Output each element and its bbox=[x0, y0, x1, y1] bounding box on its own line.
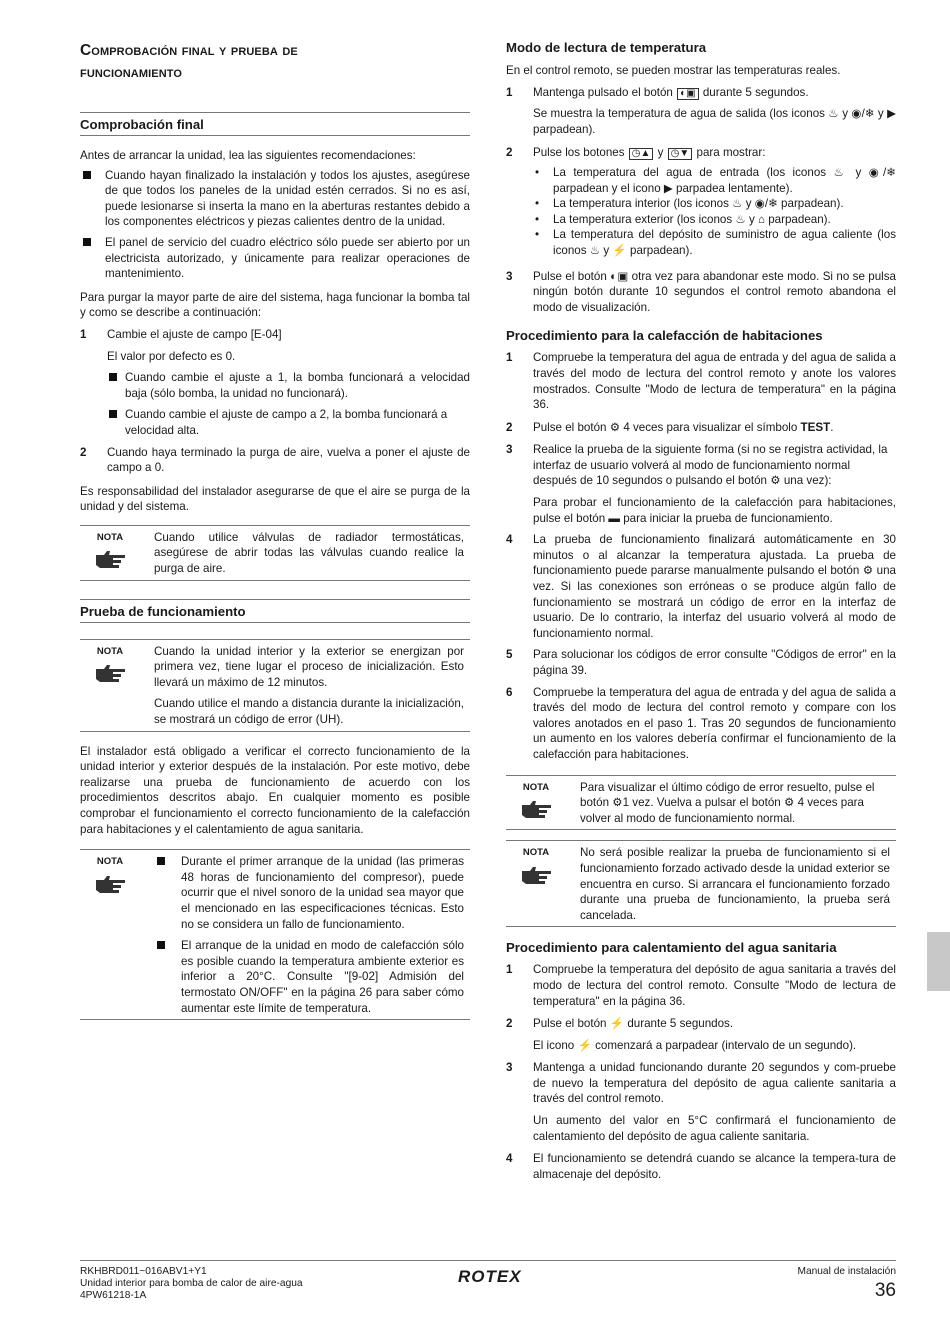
step-2: 2 Pulse el botón ⚙ 4 veces para visualizar el símbolo TEST. bbox=[506, 420, 834, 434]
bullet-dot: • bbox=[535, 165, 540, 179]
page-number: 36 bbox=[874, 1280, 896, 1301]
bullet-text: Cuando cambie el ajuste a 1, la bomba funcionará a velocidad baja (sólo bomba, la unidad no funcionará). bbox=[125, 371, 470, 400]
note-box bbox=[506, 840, 896, 927]
bullet-text: La temperatura del agua de entrada (los iconos ♨ y ◉/❄ parpadean y el icono ▶ parpadea lentamente). bbox=[553, 165, 896, 195]
step-text: Mantenga pulsado el botón bbox=[533, 85, 673, 99]
step-2 bbox=[506, 1016, 896, 1053]
rotex-logo: ROTEX bbox=[458, 1267, 522, 1286]
step-number: 3 bbox=[506, 269, 513, 283]
step-number: 6 bbox=[506, 685, 513, 699]
step-text: Para solucionar los códigos de error consulte "Códigos de error" en la página 39. bbox=[533, 648, 896, 677]
temp-intro: En el control remoto, se pueden mostrar las temperaturas reales. bbox=[506, 64, 841, 77]
pointing-hand-icon bbox=[520, 799, 554, 821]
test-symbol: TEST bbox=[800, 420, 831, 434]
pointing-hand-icon bbox=[520, 865, 554, 887]
step-subtext: El icono ⚡ comenzará a parpadear (intervalo de un segundo). bbox=[533, 1038, 857, 1052]
step-text: Compruebe la temperatura del agua de entrada y del agua de salida a través del modo de lectura del control remoto y anote los valores mostrados. Consulte "Modo de lectura de temperatura" en la página 36. bbox=[533, 351, 896, 412]
heading-temperature-reading: Modo de lectura de temperatura bbox=[506, 40, 707, 55]
footer-left bbox=[80, 1266, 303, 1302]
step-text: Cuando haya terminado la purga de aire, vuelva a poner el ajuste de campo a 0. bbox=[107, 445, 470, 475]
step-number: 2 bbox=[506, 1017, 513, 1031]
page-title bbox=[80, 40, 470, 84]
section-heading-test-run: Prueba de funcionamiento bbox=[80, 599, 470, 623]
pointing-hand-icon bbox=[94, 663, 128, 685]
note-box bbox=[80, 525, 470, 581]
note-text: Cuando la unidad interior y la exterior se energizan por primera vez, tiene lugar el proceso de inicialización. Esto llevará un máximo de 12 minutos. bbox=[154, 644, 464, 689]
list-item bbox=[533, 196, 896, 212]
step-text: Compruebe la temperatura del agua de entrada y del agua de salida a través del modo de lectura del control remoto y compare con los valores anotados en el paso 1. Tras 20 segundos de funcionamiento un aumento en los valores debería confirmar el funcionamiento de la calefacción para habitaciones. bbox=[533, 685, 896, 761]
note-text: Cuando utilice válvulas de radiador termostáticas, asegúrese de abrir todas las válvulas cuando realice la purga de aire. bbox=[154, 530, 464, 576]
bullet-text: La temperatura exterior (los iconos ♨ y ⌂ parpadean). bbox=[553, 212, 831, 226]
step-text: Cambie el ajuste de campo [E-04] bbox=[107, 327, 282, 341]
footer-right bbox=[797, 1266, 896, 1302]
note-label-text: NOTA bbox=[96, 645, 124, 657]
bullet-text: Cuando hayan finalizado la instalación y todos los ajustes, asegúrese de que todos los paneles de la unidad estén cerrados. Si no es así, puede lesionarse si inserta la mano en la aberturas restantes debido a los componentes eléctricos y piezas calientes dentro de la unidad. bbox=[105, 168, 470, 229]
step-3 bbox=[506, 1060, 896, 1144]
title-line-1: Comprobación final y prueba de bbox=[80, 42, 298, 59]
step-1 bbox=[506, 350, 896, 412]
bullet-dot: • bbox=[535, 212, 540, 226]
intro-text: Antes de arrancar la unidad, lea las siguientes recomendaciones: bbox=[80, 149, 416, 162]
section-heading-final-check: Comprobación final bbox=[80, 112, 470, 136]
step-subtext: Un aumento del valor en 5°C confirmará el funcionamiento de calentamiento del depósito de agua caliente sanitaria. bbox=[533, 1114, 896, 1143]
note-text: No será posible realizar la prueba de funcionamiento si el funcionamiento forzado activado desde la unidad exterior se encuentra en curso. Si arrancara el funcionamiento forzado durante una prueba de funcionamiento, la prueba será cancelada. bbox=[580, 846, 890, 922]
page-footer bbox=[80, 1260, 896, 1301]
left-column bbox=[80, 36, 470, 1020]
step-subtext: Se muestra la temperatura de agua de salida (los iconos ♨ y ◉/❄ y ▶ parpadean). bbox=[533, 107, 896, 136]
bullet-square-icon bbox=[109, 410, 117, 418]
step-text: Mantenga a unidad funcionando durante 20 segundos y com-pruebe de nuevo la temperatura del depósito de agua caliente sanitaria a través del control remoto. bbox=[533, 1061, 896, 1106]
step-2 bbox=[506, 145, 896, 258]
step-number: 3 bbox=[506, 1061, 513, 1075]
product-description: Unidad interior para bomba de calor de aire-agua bbox=[80, 1278, 303, 1289]
step-text: La prueba de funcionamiento finalizará automáticamente en 30 minutos o al alcanzar la temperatura ajustada. La prueba de funcionamiento puede pararse manualmente pulsando el botón ⚙ una vez. Si las conexiones son erróneas o se produce algún fallo de funcionamiento se mostrará un código de error en la interfaz de usuario. De lo contrario, la interfaz del usuario volverá al modo de funcionamiento normal. bbox=[533, 533, 896, 640]
responsibility-text: Es responsabilidad del instalador asegurarse de que el aire se purga de la unidad y del sistema. bbox=[80, 484, 470, 514]
step-1 bbox=[80, 327, 470, 439]
note-label bbox=[80, 530, 154, 577]
step-number: 4 bbox=[506, 1152, 513, 1166]
note-label-text: NOTA bbox=[522, 781, 550, 793]
step-4 bbox=[506, 532, 896, 641]
step-number: 1 bbox=[506, 351, 513, 365]
temperature-button-icon: ◐▣ bbox=[677, 88, 699, 100]
note-label bbox=[80, 854, 154, 1016]
list-item bbox=[80, 168, 470, 230]
title-line-2: funcionamiento bbox=[80, 64, 183, 81]
bullet-text: Cuando cambie el ajuste de campo a 2, la bomba funcionará a velocidad alta. bbox=[125, 408, 448, 437]
step-text: Pulse el botón ◐▣ otra vez para abandonar este modo. Si no se pulsa ningún botón durante 10 segundos el control remoto abandona el modo de visualización. bbox=[533, 269, 896, 314]
step-3 bbox=[506, 269, 896, 316]
step-number: 2 bbox=[506, 420, 513, 434]
bullet-text: La temperatura del depósito de suministro de agua caliente (los iconos ♨ y ⚡ parpadean). bbox=[553, 228, 896, 257]
right-column bbox=[506, 36, 896, 1182]
note-box bbox=[80, 639, 470, 732]
step-3 bbox=[506, 442, 896, 526]
bullet-text: Durante el primer arranque de la unidad (las primeras 48 horas de funcionamiento del compresor), puede ocurrir que el nivel sonoro de la unidad sea mayor que el mencionado en las especificaciones técnicas. Esto no se considera un fallo de funcionamiento. bbox=[181, 855, 464, 931]
step-text: Realice la prueba de la siguiente forma (si no se registra actividad, la interfaz de usuario volverá al modo de funcionamiento normal después de 10 segundos o pulsando el botón ⚙ una vez): bbox=[533, 443, 888, 488]
bullet-dot: • bbox=[535, 197, 540, 211]
step-2 bbox=[80, 445, 470, 476]
step-text: y bbox=[657, 146, 664, 160]
list-item bbox=[80, 235, 470, 282]
purge-intro: Para purgar la mayor parte de aire del sistema, haga funcionar la bomba tal y como se describe a continuación: bbox=[80, 290, 470, 320]
bullet-text: El arranque de la unidad en modo de calefacción sólo es posible cuando la temperatura ambiente exterior es inferior a 20°C. Consulte "[9-02] Admisión del termostato ON/OFF" en la página 26 para saber cómo aumentar este límite de temperatura. bbox=[181, 939, 464, 1015]
bullet-square-icon bbox=[83, 171, 91, 179]
note-box bbox=[506, 775, 896, 831]
step-text: El funcionamiento se detendrá cuando se alcance la tempera-tura de almacenaje del depósito. bbox=[533, 1152, 896, 1181]
step-number: 2 bbox=[80, 445, 87, 459]
list-item bbox=[533, 165, 896, 196]
step-text: Pulse el botón ⚙ 4 veces para visualizar el símbolo bbox=[533, 420, 798, 434]
down-button-icon: ◷▼ bbox=[668, 148, 693, 160]
list-item bbox=[533, 212, 896, 228]
step-6 bbox=[506, 685, 896, 763]
step-text: Pulse el botón ⚡ durante 5 segundos. bbox=[533, 1017, 734, 1031]
list-item bbox=[107, 407, 470, 438]
bullet-text: La temperatura interior (los iconos ♨ y ◉/❄ parpadean). bbox=[553, 197, 844, 211]
step-number: 5 bbox=[506, 648, 513, 662]
note-label-text: NOTA bbox=[96, 856, 124, 868]
step-number: 3 bbox=[506, 443, 513, 457]
step-number: 2 bbox=[506, 146, 513, 160]
note-box bbox=[80, 849, 470, 1020]
step-number: 1 bbox=[80, 327, 87, 341]
step-number: 1 bbox=[506, 85, 513, 99]
note-text: Para visualizar el último código de error resuelto, pulse el botón ⚙1 vez. Vuelva a pulsar el botón ⚙ 4 veces para volver al modo de funcionamiento normal. bbox=[580, 780, 875, 825]
pointing-hand-icon bbox=[94, 549, 128, 571]
installer-text: El instalador está obligado a verificar el correcto funcionamiento de la unidad interior y exterior después de la instalación. Por este motivo, debe realizarse una prueba de funcionamiento de acuerdo con los procedimientos descritos abajo. En cualquier momento es posible comprobar el funcionamiento el correcto funcionamiento de la calefacción para habitaciones y el calentamiento de agua sanitaria. bbox=[80, 744, 470, 836]
step-subtext: Para probar el funcionamiento de la calefacción para habitaciones, pulse el botón ▬ para iniciar la prueba de funcionamiento. bbox=[533, 496, 896, 525]
heading-domestic-hot-water: Procedimiento para calentamiento del agua sanitaria bbox=[506, 940, 837, 956]
note-label bbox=[506, 780, 580, 827]
step-text: durante 5 segundos. bbox=[702, 85, 809, 99]
chapter-side-tab bbox=[927, 932, 950, 991]
list-item bbox=[107, 370, 470, 401]
step-text: para mostrar: bbox=[696, 146, 766, 160]
step-5 bbox=[506, 647, 896, 678]
pointing-hand-icon bbox=[94, 874, 128, 896]
model-number: RKHBRD011~016ABV1+Y1 bbox=[80, 1266, 207, 1277]
list-item bbox=[533, 227, 896, 258]
step-number: 1 bbox=[506, 963, 513, 977]
up-button-icon: ◷▲ bbox=[629, 148, 654, 160]
step-text: Pulse los botones bbox=[533, 146, 625, 160]
document-code: 4PW61218-1A bbox=[80, 1290, 147, 1301]
step-1 bbox=[506, 85, 896, 138]
list-item bbox=[154, 854, 464, 932]
bullet-square-icon bbox=[83, 238, 91, 246]
step-1 bbox=[506, 962, 896, 1009]
step-default-text: El valor por defecto es 0. bbox=[107, 349, 236, 363]
note-label bbox=[506, 845, 580, 923]
note-text: Cuando utilice el mando a distancia durante la inicialización, se mostrará un código de error (UH). bbox=[154, 697, 464, 727]
note-label-text: NOTA bbox=[522, 847, 550, 859]
note-label bbox=[80, 644, 154, 728]
list-item bbox=[154, 938, 464, 1016]
bullet-dot: • bbox=[535, 228, 540, 242]
bullet-square-icon bbox=[157, 941, 165, 949]
bullet-text: El panel de servicio del cuadro eléctrico sólo puede ser abierto por un electricista autorizado, y únicamente para realizar operaciones de mantenimiento. bbox=[105, 235, 470, 281]
step-text: Compruebe la temperatura del depósito de agua sanitaria a través del modo de lectura del control remoto. Consulte "Modo de lectura de temperatura" en la página 36. bbox=[533, 963, 896, 1008]
heading-space-heating: Procedimiento para la calefacción de habitaciones bbox=[506, 328, 823, 344]
step-4 bbox=[506, 1151, 896, 1182]
bullet-square-icon bbox=[109, 373, 117, 381]
bullet-square-icon bbox=[157, 857, 165, 865]
step-number: 4 bbox=[506, 533, 513, 547]
manual-title: Manual de instalación bbox=[797, 1266, 896, 1277]
note-label-text: NOTA bbox=[96, 531, 124, 543]
